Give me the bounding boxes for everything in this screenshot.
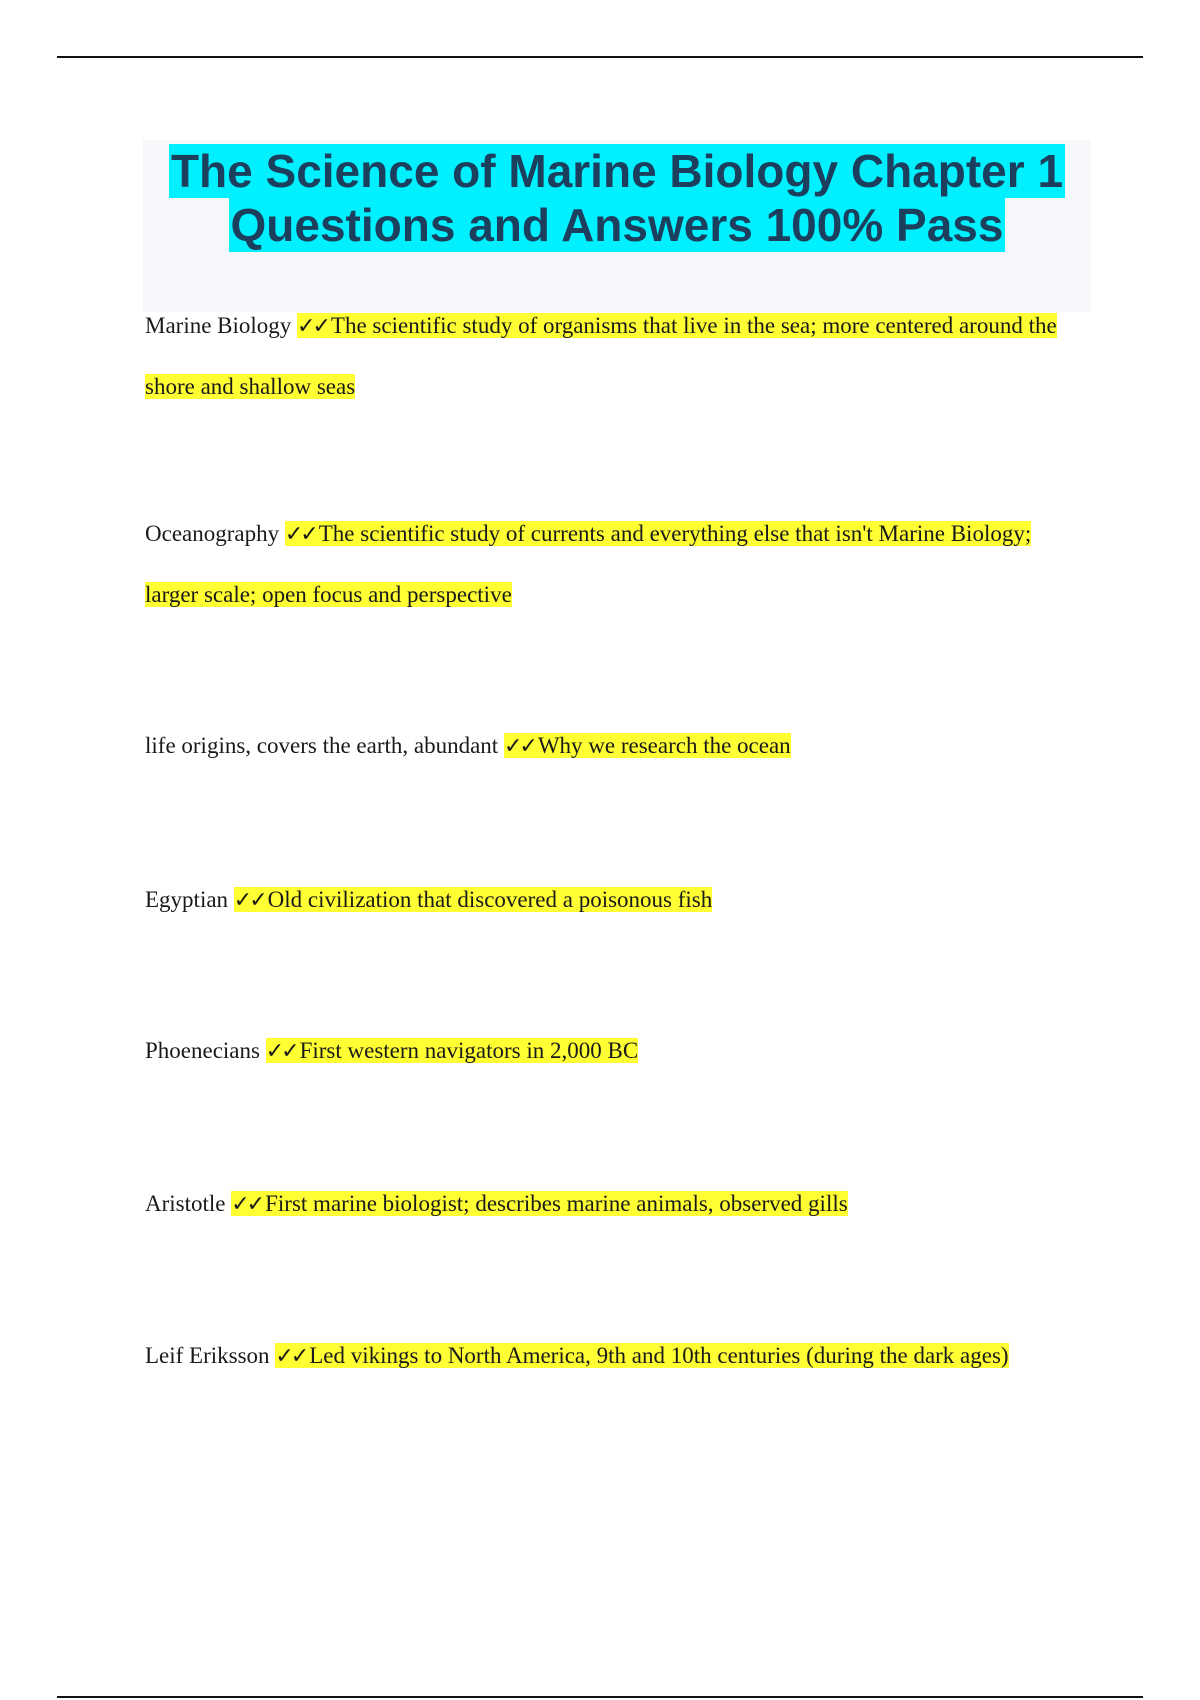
entry-term: Phoenecians	[145, 1038, 260, 1063]
page-title-line-2: Questions and Answers 100% Pass	[230, 199, 1004, 251]
entry-answer-highlight	[504, 733, 791, 758]
double-check-icon: ✓✓	[231, 1192, 263, 1217]
qa-entry	[145, 1021, 1090, 1082]
double-check-icon: ✓✓	[265, 1039, 297, 1064]
entry-answer: First western navigators in 2,000 BC	[299, 1038, 639, 1063]
entry-term: Aristotle	[145, 1191, 226, 1216]
qa-entry	[145, 716, 1090, 777]
entry-term: life origins, covers the earth, abundant	[145, 733, 499, 758]
entry-answer: The scientific study of organisms that live in the sea; more centered around the shore and shallow seas	[145, 313, 1057, 399]
entry-term: Marine Biology	[145, 313, 292, 338]
qa-entry	[145, 1326, 1090, 1387]
entry-term: Egyptian	[145, 887, 229, 912]
double-check-icon: ✓✓	[503, 734, 535, 759]
entry-answer-highlight	[275, 1343, 1008, 1368]
qa-entry	[145, 296, 1090, 417]
entry-answer: Led vikings to North America, 9th and 10th centuries (during the dark ages)	[309, 1343, 1009, 1368]
entry-term: Oceanography	[145, 521, 280, 546]
entry-answer-highlight	[234, 887, 712, 912]
bottom-rule	[57, 1696, 1143, 1698]
qa-entry	[145, 504, 1090, 625]
entry-answer: Old civilization that discovered a poisonous fish	[267, 887, 713, 912]
entry-answer: First marine biologist; describes marine animals, observed gills	[265, 1191, 848, 1216]
double-check-icon: ✓✓	[284, 522, 316, 547]
double-check-icon: ✓✓	[233, 888, 265, 913]
double-check-icon: ✓✓	[297, 314, 328, 339]
entry-answer-highlight	[266, 1038, 638, 1063]
entry-answer-highlight	[231, 1191, 847, 1216]
entry-answer: Why we research the ocean	[537, 733, 791, 758]
top-rule	[57, 56, 1143, 58]
qa-entry	[145, 1174, 1090, 1235]
entry-term: Leif Eriksson	[145, 1343, 270, 1368]
double-check-icon: ✓✓	[275, 1344, 307, 1369]
page-title-line-1: The Science of Marine Biology Chapter 1	[170, 145, 1064, 197]
title-block	[143, 140, 1091, 312]
entry-answer: The scientific study of currents and everything else that isn't Marine Biology; larger scale; open focus and perspective	[145, 521, 1032, 607]
qa-entry	[145, 870, 1090, 931]
